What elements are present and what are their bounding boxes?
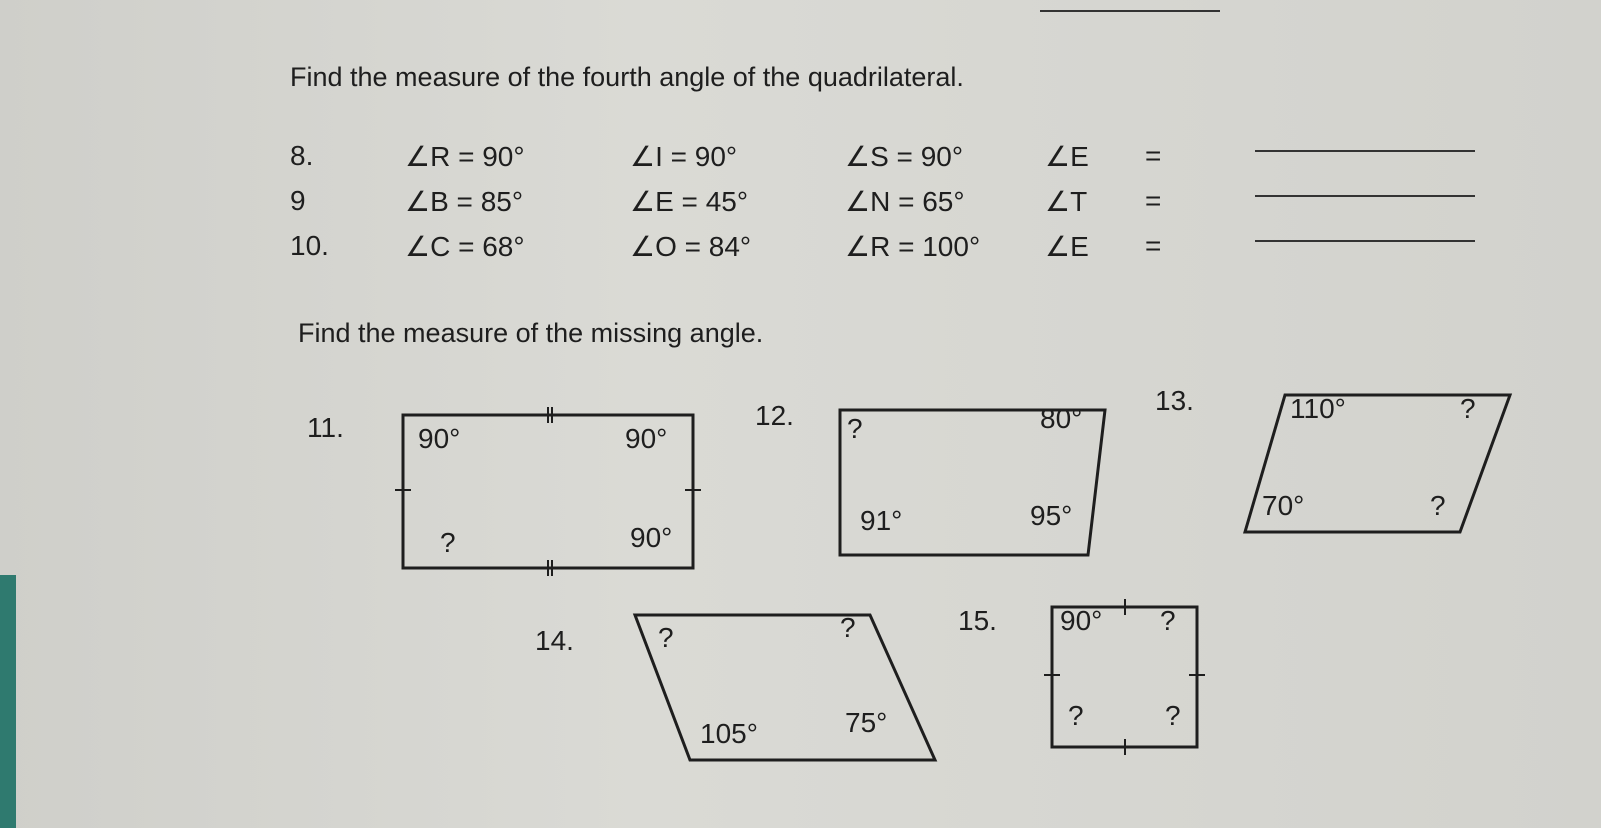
section-heading-fourth-angle: Find the measure of the fourth angle of the quadrilateral.	[290, 62, 964, 92]
problem-number: 10.	[290, 230, 329, 261]
problem-number: 8.	[290, 140, 314, 171]
figure-11-angle-top-left: 90°	[418, 423, 461, 454]
unknown-angle: ∠E	[1045, 231, 1089, 262]
given-angle-1: ∠R = 90°	[405, 141, 525, 172]
unknown-angle: ∠T	[1045, 186, 1088, 217]
figure-12-angle-bottom-right: 95°	[1030, 500, 1073, 531]
figure-14-number: 14.	[535, 625, 574, 656]
given-angle-2: ∠I = 90°	[630, 141, 738, 172]
given-angle-3: ∠S = 90°	[845, 141, 964, 172]
figure-13-angle-bottom-left: 70°	[1262, 490, 1305, 521]
figure-12-angle-top-right: 80°	[1040, 403, 1083, 434]
given-angle-3: ∠R = 100°	[845, 231, 981, 262]
figure-14-angle-bottom-right: 75°	[845, 707, 888, 738]
figure-15-angle-bottom-right: ?	[1165, 700, 1181, 731]
given-angle-3: ∠N = 65°	[845, 186, 965, 217]
section-heading-missing-angle: Find the measure of the missing angle.	[298, 318, 764, 348]
figure-15-angle-top-left: 90°	[1060, 605, 1103, 636]
given-angle-2: ∠O = 84°	[630, 231, 752, 262]
problem-number: 9	[290, 185, 306, 216]
figure-15-angle-top-right: ?	[1160, 605, 1176, 636]
figure-11-angle-top-right: 90°	[625, 423, 668, 454]
figure-13-angle-bottom-right: ?	[1430, 490, 1446, 521]
figure-11-angle-bottom-left: ?	[440, 527, 456, 558]
figure-14-angle-bottom-left: 105°	[700, 718, 758, 749]
figure-14-angle-top-right: ?	[840, 612, 856, 643]
equals-sign: =	[1145, 185, 1162, 216]
equals-sign: =	[1145, 140, 1162, 171]
figure-11-angle-bottom-right: 90°	[630, 522, 673, 553]
equals-sign: =	[1145, 230, 1162, 261]
figure-13-number: 13.	[1155, 385, 1194, 416]
given-angle-1: ∠C = 68°	[405, 231, 525, 262]
given-angle-2: ∠E = 45°	[630, 186, 749, 217]
unknown-angle: ∠E	[1045, 141, 1089, 172]
given-angle-1: ∠B = 85°	[405, 186, 524, 217]
figure-12-angle-top-left: ?	[847, 413, 863, 444]
figure-12-number: 12.	[755, 400, 794, 431]
figure-13-angle-top-left: 110°	[1290, 393, 1346, 424]
figure-13-angle-top-right: ?	[1460, 393, 1476, 424]
figure-15-number: 15.	[958, 605, 997, 636]
figure-14-angle-top-left: ?	[658, 622, 674, 653]
figure-15-angle-bottom-left: ?	[1068, 700, 1084, 731]
figure-11-number: 11.	[307, 412, 344, 443]
figure-14-parallelogram	[635, 615, 935, 760]
figure-12-angle-bottom-left: 91°	[860, 505, 903, 536]
